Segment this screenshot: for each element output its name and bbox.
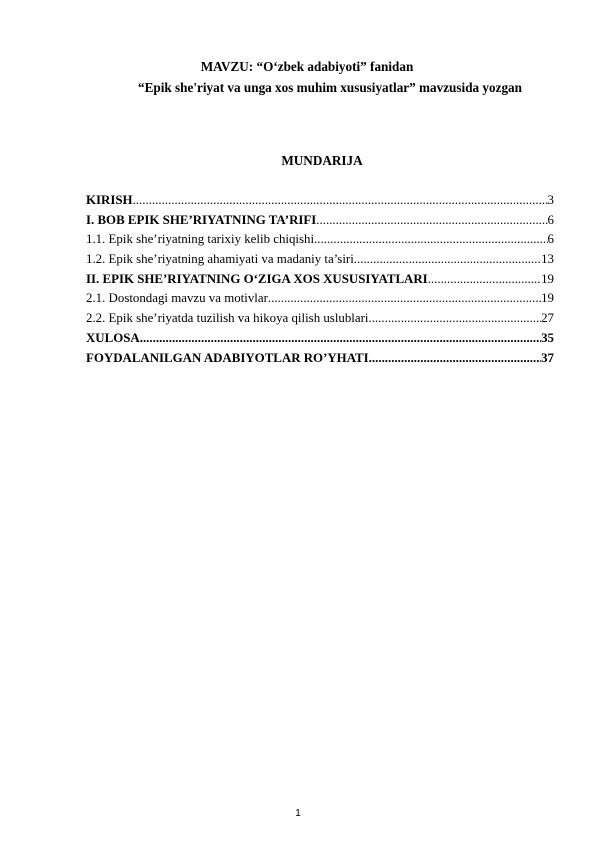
toc-dot-leader <box>316 212 547 228</box>
table-of-contents <box>86 192 554 369</box>
toc-dot-leader <box>140 330 541 346</box>
toc-dot-leader <box>368 310 541 326</box>
toc-entry-title: II. EPIK SHE’RIYATNING O‘ZIGA XOS XUSUSIYATLARI <box>86 271 428 286</box>
toc-dot-leader <box>354 251 541 267</box>
toc-entry-page-number: 19 <box>541 271 554 286</box>
contents-heading: MUNDARIJA <box>281 153 363 168</box>
toc-entry-title: 2.1. Dostondagi mavzu va motivlar <box>86 291 268 306</box>
toc-entry[interactable] <box>86 290 554 310</box>
toc-entry-page-number: 13 <box>541 252 554 267</box>
toc-entry[interactable] <box>86 310 554 330</box>
toc-entry[interactable] <box>86 231 554 251</box>
toc-entry-title: KIRISH <box>86 193 133 207</box>
document-title: MAVZU: “O‘zbek adabiyoti” fanidan <box>200 59 414 74</box>
toc-entry-page-number: 37 <box>541 350 554 365</box>
toc-dot-leader <box>428 271 541 287</box>
toc-entry-title: 2.2. Epik she’riyatda tuzilish va hikoya qilish uslublari <box>86 311 369 326</box>
toc-entry-title: FOYDALANILGAN ADABIYOTLAR RO’YHATI <box>86 350 369 365</box>
toc-entry[interactable] <box>86 330 554 350</box>
toc-entry[interactable] <box>86 212 554 232</box>
toc-dot-leader <box>369 350 541 366</box>
document-subtitle: “Epik she'riyat va unga xos muhim xususiyatlar” mavzusida yozgan <box>138 80 522 95</box>
toc-entry-page-number: 6 <box>547 232 554 247</box>
toc-entry-title: 1.2. Epik she’riyatning ahamiyati va madaniy ta’siri <box>86 252 354 267</box>
toc-dot-leader <box>133 192 548 208</box>
toc-entry[interactable] <box>86 192 554 212</box>
toc-entry[interactable] <box>86 350 554 370</box>
toc-entry-title: I. BOB EPIK SHE’RIYATNING TA’RIFI <box>86 212 317 227</box>
toc-entry-page-number: 3 <box>547 193 554 207</box>
toc-entry-page-number: 19 <box>541 291 554 306</box>
toc-entry[interactable] <box>86 251 554 271</box>
page-number: 1 <box>295 808 301 819</box>
toc-entry-page-number: 6 <box>547 212 554 227</box>
toc-entry-title: 1.1. Epik she’riyatning tarixiy kelib chiqishi <box>86 232 315 247</box>
toc-dot-leader <box>268 290 541 306</box>
toc-dot-leader <box>314 231 547 247</box>
toc-entry[interactable] <box>86 271 554 291</box>
toc-entry-page-number: 35 <box>541 330 554 345</box>
toc-entry-page-number: 27 <box>541 311 554 326</box>
toc-entry-title: XULOSA <box>86 330 140 345</box>
